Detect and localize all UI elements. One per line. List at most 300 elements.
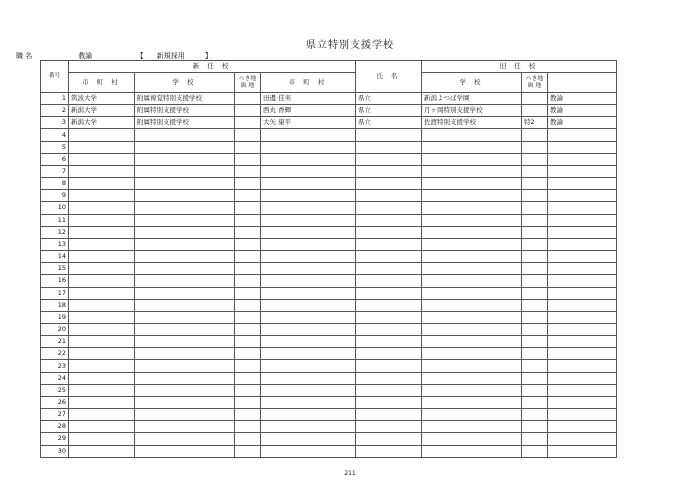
old-remote-cell bbox=[522, 129, 548, 141]
table-row bbox=[41, 263, 617, 275]
name-cell bbox=[261, 238, 356, 250]
new-remote-cell bbox=[235, 299, 261, 311]
name-cell bbox=[261, 129, 356, 141]
old-city-cell bbox=[356, 275, 422, 287]
header-new-remote-bottom: 級 地 bbox=[240, 82, 255, 89]
old-school-cell bbox=[422, 238, 522, 250]
name-cell: 西丸 香輝 bbox=[261, 105, 356, 117]
new-remote-cell bbox=[235, 372, 261, 384]
new-school-cell bbox=[135, 275, 235, 287]
job-cell bbox=[548, 323, 617, 335]
old-remote-cell bbox=[522, 445, 548, 457]
new-school-cell bbox=[135, 299, 235, 311]
new-city-cell: 新潟大学 bbox=[69, 105, 135, 117]
new-remote-cell bbox=[235, 323, 261, 335]
new-city-cell bbox=[69, 263, 135, 275]
old-remote-cell bbox=[522, 409, 548, 421]
bracket-close: 】 bbox=[204, 52, 212, 60]
old-remote-cell bbox=[522, 105, 548, 117]
new-city-cell bbox=[69, 433, 135, 445]
row-number: 14 bbox=[41, 251, 69, 263]
new-school-cell bbox=[135, 433, 235, 445]
name-cell bbox=[261, 263, 356, 275]
old-remote-cell bbox=[522, 178, 548, 190]
new-school-cell bbox=[135, 421, 235, 433]
old-remote-cell bbox=[522, 93, 548, 105]
old-city-cell bbox=[356, 360, 422, 372]
table-row bbox=[41, 202, 617, 214]
old-remote-cell bbox=[522, 311, 548, 323]
row-number: 8 bbox=[41, 178, 69, 190]
new-city-cell bbox=[69, 360, 135, 372]
row-number: 23 bbox=[41, 360, 69, 372]
new-remote-cell bbox=[235, 360, 261, 372]
new-remote-cell bbox=[235, 178, 261, 190]
old-school-cell bbox=[422, 190, 522, 202]
header-name: 氏 名 bbox=[356, 61, 422, 93]
old-remote-cell bbox=[522, 360, 548, 372]
old-city-cell bbox=[356, 141, 422, 153]
row-number: 22 bbox=[41, 348, 69, 360]
table-row bbox=[41, 178, 617, 190]
job-cell bbox=[548, 311, 617, 323]
new-city-cell bbox=[69, 141, 135, 153]
old-remote-cell bbox=[522, 238, 548, 250]
new-remote-cell bbox=[235, 214, 261, 226]
row-number: 4 bbox=[41, 129, 69, 141]
job-cell bbox=[548, 263, 617, 275]
old-remote-cell bbox=[522, 348, 548, 360]
row-number: 1 bbox=[41, 93, 69, 105]
row-number: 6 bbox=[41, 153, 69, 165]
new-city-cell bbox=[69, 251, 135, 263]
old-school-cell bbox=[422, 251, 522, 263]
table-row bbox=[41, 117, 617, 129]
old-remote-cell bbox=[522, 141, 548, 153]
name-cell bbox=[261, 372, 356, 384]
new-school-cell bbox=[135, 445, 235, 457]
old-school-cell: 新潟よつば学園 bbox=[422, 93, 522, 105]
new-city-cell bbox=[69, 165, 135, 177]
table-row bbox=[41, 226, 617, 238]
new-school-cell bbox=[135, 372, 235, 384]
old-school-cell: 佐渡特別支援学校 bbox=[422, 117, 522, 129]
job-cell bbox=[548, 348, 617, 360]
name-cell bbox=[261, 153, 356, 165]
old-school-cell bbox=[422, 275, 522, 287]
old-city-cell bbox=[356, 226, 422, 238]
name-cell bbox=[261, 433, 356, 445]
old-school-cell bbox=[422, 360, 522, 372]
row-number: 5 bbox=[41, 141, 69, 153]
old-remote-cell bbox=[522, 275, 548, 287]
row-number: 29 bbox=[41, 433, 69, 445]
new-school-cell bbox=[135, 396, 235, 408]
name-cell bbox=[261, 348, 356, 360]
header-row-1 bbox=[41, 61, 617, 73]
new-city-cell bbox=[69, 348, 135, 360]
table-row bbox=[41, 445, 617, 457]
new-city-cell bbox=[69, 396, 135, 408]
job-cell: 教諭 bbox=[548, 117, 617, 129]
row-number: 26 bbox=[41, 396, 69, 408]
page-number: 211 bbox=[344, 470, 356, 477]
name-cell bbox=[261, 226, 356, 238]
name-cell bbox=[261, 287, 356, 299]
new-city-cell bbox=[69, 384, 135, 396]
new-remote-cell bbox=[235, 275, 261, 287]
old-remote-cell bbox=[522, 433, 548, 445]
table-row bbox=[41, 190, 617, 202]
old-city-cell bbox=[356, 409, 422, 421]
new-remote-cell bbox=[235, 336, 261, 348]
new-remote-cell bbox=[235, 384, 261, 396]
row-number: 16 bbox=[41, 275, 69, 287]
new-school-cell: 附属特別支援学校 bbox=[135, 105, 235, 117]
new-school-cell bbox=[135, 409, 235, 421]
old-city-cell bbox=[356, 165, 422, 177]
old-city-cell bbox=[356, 336, 422, 348]
old-city-cell bbox=[356, 287, 422, 299]
row-number: 11 bbox=[41, 214, 69, 226]
new-school-cell bbox=[135, 311, 235, 323]
header-new-school: 新 任 校 bbox=[69, 61, 356, 73]
new-remote-cell bbox=[235, 141, 261, 153]
new-remote-cell bbox=[235, 396, 261, 408]
old-school-cell bbox=[422, 299, 522, 311]
name-cell bbox=[261, 336, 356, 348]
old-school-cell bbox=[422, 433, 522, 445]
job-cell bbox=[548, 421, 617, 433]
job-cell bbox=[548, 360, 617, 372]
old-school-cell bbox=[422, 445, 522, 457]
new-remote-cell bbox=[235, 251, 261, 263]
new-school-cell bbox=[135, 214, 235, 226]
new-remote-cell bbox=[235, 433, 261, 445]
header-old-school: 旧 任 校 bbox=[422, 61, 617, 73]
old-remote-cell bbox=[522, 323, 548, 335]
old-city-cell bbox=[356, 238, 422, 250]
new-city-cell bbox=[69, 287, 135, 299]
header-old-city: 市 町 村 bbox=[261, 73, 356, 93]
old-remote-cell bbox=[522, 214, 548, 226]
old-city-cell bbox=[356, 311, 422, 323]
name-cell bbox=[261, 214, 356, 226]
table-row bbox=[41, 409, 617, 421]
old-remote-cell bbox=[522, 384, 548, 396]
name-cell bbox=[261, 421, 356, 433]
table-row bbox=[41, 93, 617, 105]
new-city-cell: 筑波大学 bbox=[69, 93, 135, 105]
new-school-cell bbox=[135, 348, 235, 360]
job-cell bbox=[548, 372, 617, 384]
name-cell bbox=[261, 384, 356, 396]
table-row bbox=[41, 275, 617, 287]
row-number: 7 bbox=[41, 165, 69, 177]
row-number: 27 bbox=[41, 409, 69, 421]
new-remote-cell bbox=[235, 348, 261, 360]
new-city-cell bbox=[69, 409, 135, 421]
new-remote-cell bbox=[235, 409, 261, 421]
old-school-cell bbox=[422, 348, 522, 360]
header-old-school-name: 学 校 bbox=[422, 73, 522, 93]
old-school-cell bbox=[422, 372, 522, 384]
name-cell bbox=[261, 165, 356, 177]
job-cell bbox=[548, 251, 617, 263]
new-remote-cell bbox=[235, 421, 261, 433]
old-school-cell bbox=[422, 141, 522, 153]
old-city-cell bbox=[356, 433, 422, 445]
new-remote-cell bbox=[235, 190, 261, 202]
job-cell bbox=[548, 287, 617, 299]
name-cell bbox=[261, 275, 356, 287]
old-remote-cell bbox=[522, 153, 548, 165]
table-row bbox=[41, 153, 617, 165]
row-number: 12 bbox=[41, 226, 69, 238]
new-remote-cell bbox=[235, 287, 261, 299]
table-row bbox=[41, 251, 617, 263]
table-row bbox=[41, 141, 617, 153]
old-city-cell bbox=[356, 445, 422, 457]
job-cell bbox=[548, 384, 617, 396]
old-remote-cell bbox=[522, 251, 548, 263]
table-row bbox=[41, 336, 617, 348]
new-remote-cell bbox=[235, 129, 261, 141]
new-school-cell bbox=[135, 360, 235, 372]
old-city-cell bbox=[356, 129, 422, 141]
job-cell bbox=[548, 445, 617, 457]
new-school-cell bbox=[135, 178, 235, 190]
row-number: 13 bbox=[41, 238, 69, 250]
old-city-cell bbox=[356, 299, 422, 311]
old-remote-cell bbox=[522, 165, 548, 177]
row-number: 2 bbox=[41, 105, 69, 117]
job-cell bbox=[548, 153, 617, 165]
new-city-cell bbox=[69, 214, 135, 226]
new-school-cell bbox=[135, 336, 235, 348]
new-city-cell: 新潟大学 bbox=[69, 117, 135, 129]
old-school-cell bbox=[422, 263, 522, 275]
old-school-cell bbox=[422, 323, 522, 335]
row-number: 25 bbox=[41, 384, 69, 396]
new-city-cell bbox=[69, 299, 135, 311]
old-city-cell bbox=[356, 348, 422, 360]
table-row bbox=[41, 299, 617, 311]
new-city-cell bbox=[69, 202, 135, 214]
new-school-cell bbox=[135, 165, 235, 177]
job-label: 職 名 bbox=[16, 52, 33, 60]
header-new-remote-top: へき地 bbox=[238, 75, 257, 82]
row-number: 17 bbox=[41, 287, 69, 299]
new-school-cell bbox=[135, 226, 235, 238]
old-city-cell: 県立 bbox=[356, 93, 422, 105]
name-cell bbox=[261, 299, 356, 311]
new-school-cell bbox=[135, 153, 235, 165]
old-school-cell bbox=[422, 396, 522, 408]
old-remote-cell bbox=[522, 421, 548, 433]
old-remote-cell bbox=[522, 202, 548, 214]
name-cell bbox=[261, 360, 356, 372]
header-new-school-name: 学 校 bbox=[135, 73, 235, 93]
old-school-cell bbox=[422, 421, 522, 433]
row-number: 19 bbox=[41, 311, 69, 323]
old-remote-cell bbox=[522, 263, 548, 275]
new-remote-cell bbox=[235, 311, 261, 323]
new-remote-cell bbox=[235, 202, 261, 214]
name-cell bbox=[261, 396, 356, 408]
old-remote-cell bbox=[522, 299, 548, 311]
old-school-cell bbox=[422, 153, 522, 165]
roster-body bbox=[41, 93, 617, 458]
name-cell bbox=[261, 141, 356, 153]
old-remote-cell bbox=[522, 396, 548, 408]
table-row bbox=[41, 165, 617, 177]
header-number: 番号 bbox=[41, 61, 69, 93]
name-cell bbox=[261, 202, 356, 214]
new-city-cell bbox=[69, 275, 135, 287]
old-city-cell bbox=[356, 153, 422, 165]
old-city-cell bbox=[356, 263, 422, 275]
job-cell bbox=[548, 141, 617, 153]
old-school-cell: 月ヶ岡特別支援学校 bbox=[422, 105, 522, 117]
job-cell bbox=[548, 178, 617, 190]
old-city-cell bbox=[356, 323, 422, 335]
job-cell bbox=[548, 299, 617, 311]
table-row bbox=[41, 287, 617, 299]
name-cell bbox=[261, 445, 356, 457]
new-remote-cell bbox=[235, 238, 261, 250]
new-school-cell bbox=[135, 287, 235, 299]
header-old-remote-bottom: 級 地 bbox=[527, 82, 542, 89]
old-remote-cell bbox=[522, 287, 548, 299]
row-number: 10 bbox=[41, 202, 69, 214]
new-school-cell bbox=[135, 141, 235, 153]
new-city-cell bbox=[69, 445, 135, 457]
new-remote-cell bbox=[235, 226, 261, 238]
name-cell bbox=[261, 190, 356, 202]
header-new-city: 市 町 村 bbox=[69, 73, 135, 93]
new-school-cell bbox=[135, 238, 235, 250]
job-cell bbox=[548, 226, 617, 238]
old-school-cell bbox=[422, 214, 522, 226]
page-title: 県立特別支援学校 bbox=[306, 40, 394, 51]
table-row bbox=[41, 311, 617, 323]
name-cell bbox=[261, 409, 356, 421]
job-cell bbox=[548, 202, 617, 214]
header-row-2 bbox=[41, 73, 617, 93]
old-remote-cell bbox=[522, 226, 548, 238]
category-label: 新規採用 bbox=[156, 52, 185, 60]
table-row bbox=[41, 105, 617, 117]
new-remote-cell bbox=[235, 165, 261, 177]
old-school-cell bbox=[422, 287, 522, 299]
new-city-cell bbox=[69, 129, 135, 141]
job-cell bbox=[548, 336, 617, 348]
old-school-cell bbox=[422, 409, 522, 421]
staff-roster-table bbox=[40, 60, 617, 458]
table-row bbox=[41, 384, 617, 396]
table-row bbox=[41, 214, 617, 226]
new-city-cell bbox=[69, 238, 135, 250]
old-remote-cell bbox=[522, 372, 548, 384]
table-row bbox=[41, 238, 617, 250]
row-number: 30 bbox=[41, 445, 69, 457]
table-row bbox=[41, 433, 617, 445]
header-old-remote-top: へき地 bbox=[525, 75, 544, 82]
name-cell: 大矢 康平 bbox=[261, 117, 356, 129]
job-cell bbox=[548, 433, 617, 445]
old-school-cell bbox=[422, 226, 522, 238]
new-school-cell bbox=[135, 190, 235, 202]
job-cell bbox=[548, 238, 617, 250]
old-school-cell bbox=[422, 384, 522, 396]
bracket-open: 【 bbox=[136, 52, 144, 60]
table-row bbox=[41, 396, 617, 408]
new-city-cell bbox=[69, 153, 135, 165]
table-row bbox=[41, 129, 617, 141]
old-city-cell: 県立 bbox=[356, 117, 422, 129]
job-cell bbox=[548, 409, 617, 421]
old-city-cell bbox=[356, 251, 422, 263]
job-cell bbox=[548, 214, 617, 226]
header-old-remote bbox=[522, 73, 548, 93]
name-cell: 田邊 佳実 bbox=[261, 93, 356, 105]
old-school-cell bbox=[422, 311, 522, 323]
name-cell bbox=[261, 178, 356, 190]
old-city-cell bbox=[356, 384, 422, 396]
new-city-cell bbox=[69, 372, 135, 384]
table-row bbox=[41, 323, 617, 335]
new-remote-cell bbox=[235, 117, 261, 129]
old-remote-cell bbox=[522, 336, 548, 348]
old-city-cell: 県立 bbox=[356, 105, 422, 117]
job-cell bbox=[548, 396, 617, 408]
job-cell bbox=[548, 129, 617, 141]
old-school-cell bbox=[422, 165, 522, 177]
table-row bbox=[41, 360, 617, 372]
new-school-cell bbox=[135, 129, 235, 141]
old-remote-cell bbox=[522, 190, 548, 202]
name-cell bbox=[261, 251, 356, 263]
old-remote-cell: 特2 bbox=[522, 117, 548, 129]
old-school-cell bbox=[422, 336, 522, 348]
new-remote-cell bbox=[235, 105, 261, 117]
new-school-cell bbox=[135, 202, 235, 214]
old-city-cell bbox=[356, 178, 422, 190]
row-number: 3 bbox=[41, 117, 69, 129]
new-city-cell bbox=[69, 178, 135, 190]
old-city-cell bbox=[356, 214, 422, 226]
new-school-cell: 附属視覚特別支援学校 bbox=[135, 93, 235, 105]
new-remote-cell bbox=[235, 93, 261, 105]
old-school-cell bbox=[422, 178, 522, 190]
row-number: 20 bbox=[41, 323, 69, 335]
new-city-cell bbox=[69, 311, 135, 323]
name-cell bbox=[261, 323, 356, 335]
new-school-cell bbox=[135, 251, 235, 263]
job-cell bbox=[548, 165, 617, 177]
job-cell: 教諭 bbox=[548, 105, 617, 117]
row-number: 9 bbox=[41, 190, 69, 202]
new-city-cell bbox=[69, 421, 135, 433]
new-city-cell bbox=[69, 323, 135, 335]
row-number: 18 bbox=[41, 299, 69, 311]
old-city-cell bbox=[356, 372, 422, 384]
name-cell bbox=[261, 311, 356, 323]
new-school-cell bbox=[135, 263, 235, 275]
row-number: 24 bbox=[41, 372, 69, 384]
job-cell bbox=[548, 190, 617, 202]
